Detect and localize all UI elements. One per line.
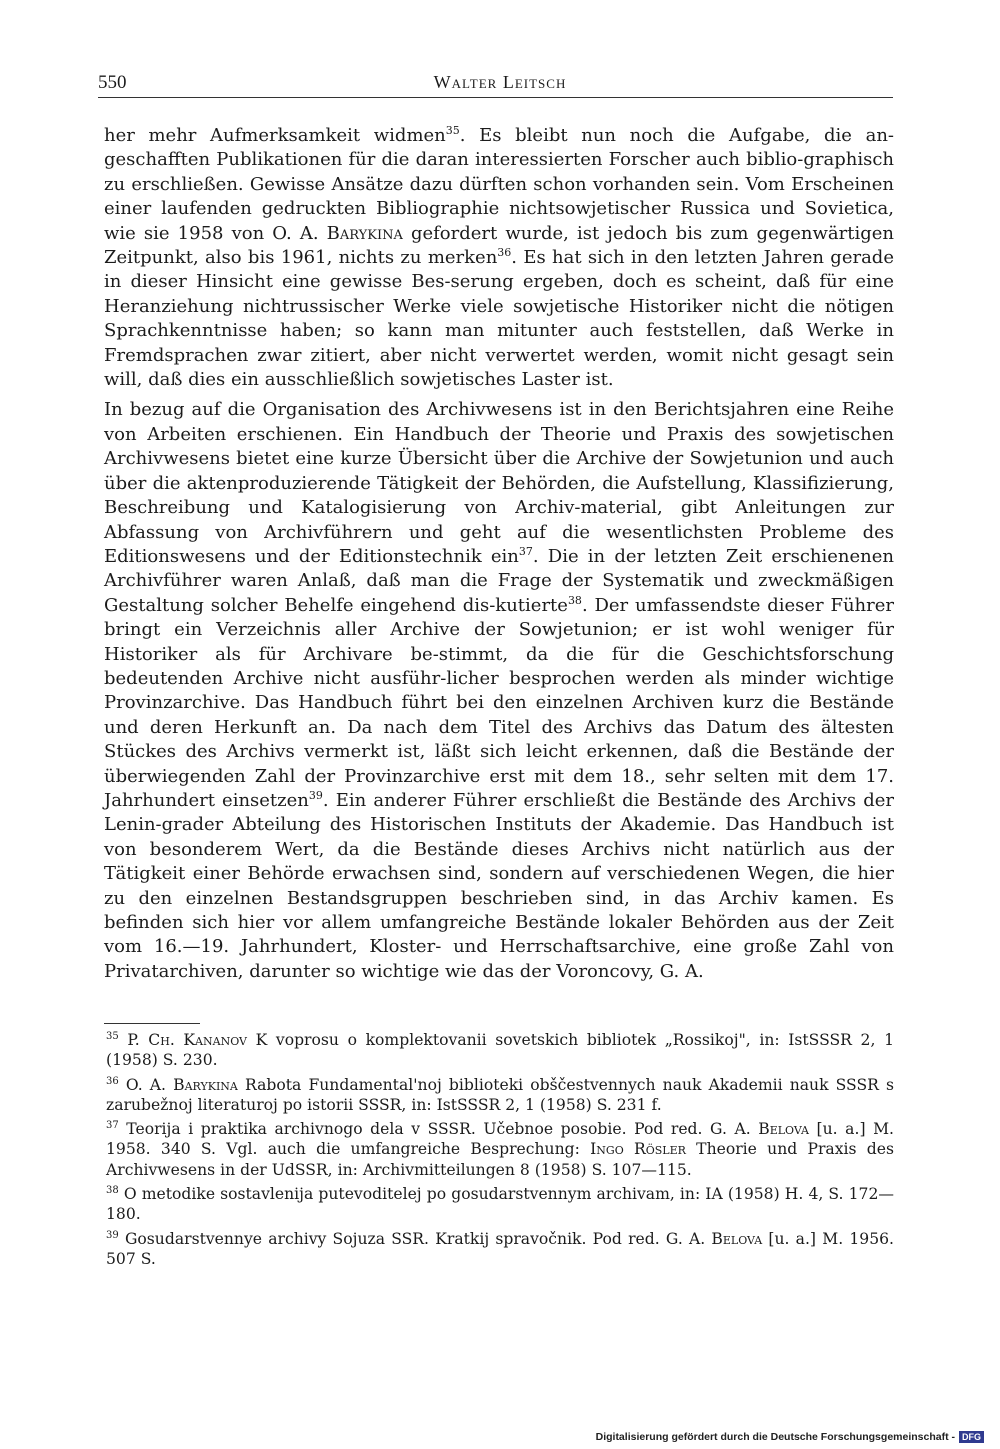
footnote-38 — [106, 1184, 894, 1225]
author-name: Barykina — [326, 222, 403, 244]
text-span: . Ein anderer Führer erschließt die Bestände des Archivs der Lenin-grader Abteilung des Historischen Instituts der Akademie. Das Handbuch ist von besonderem Wert, da die Bestände dieses Archivs nicht natürlich aus der Tätigkeit einer Behörde erwachsen sind, sondern auf verschiedenen Wegen, die hier zu den einzelnen Bestandsgruppen beschrieben sind, in das Archiv kamen. Es befinden sich hier vor allem umfangreiche Bestände lokaler Behörden aus der Zeit vom 16.—19. Jahrhundert, Kloster- und Herrschaftsarchive, eine große Zahl von Privatarchiven, darunter so wichtige wie das der Voroncovy, G. A. — [104, 789, 895, 982]
running-head: Walter Leitsch — [433, 72, 567, 92]
footnote-number: 36 — [106, 1075, 119, 1087]
footnote-35 — [106, 1030, 894, 1071]
text-span: In bezug auf die Organisation des Archivwesens ist in den Berichtsjahren eine Reihe von Arbeiten erschienen. Ein Handbuch der Theorie und Praxis des sowjetischen Archivwesens bietet eine kurze Übersicht über die Archive der Sowjetunion und auch über die aktenproduzierende Tätigkeit der Behörden, die Aufstellung, Klassifizierung, Beschreibung und Katalogisierung von Archiv-material, gibt Anleitungen zur Abfassung von Archivführern und geht auf die wesentlichsten Probleme des Editionswesens und der Editionstechnik ein — [104, 399, 894, 567]
paragraph-2 — [104, 398, 894, 984]
page-number: 550 — [98, 72, 127, 93]
footnote-text: K voprosu o komplektovanii sovetskich bibliotek „Rossikoj", in: IstSSSR 2, 1 (1958) S. 230. — [106, 1031, 894, 1070]
footnote-ref-37[interactable]: 37 — [518, 544, 533, 558]
author-name: Ingo Rösler — [590, 1140, 686, 1159]
footnote-rule — [104, 1023, 200, 1024]
digitization-credit — [596, 1431, 984, 1443]
footnote-37 — [106, 1119, 894, 1180]
footnote-number: 38 — [106, 1184, 119, 1196]
footnote-ref-38[interactable]: 38 — [567, 593, 582, 607]
author-name: Belova — [758, 1120, 809, 1139]
text-span: gefordert wurde, ist jedoch bis zum gegenwärtigen Zeitpunkt, also bis 1961, nichts zu merken — [104, 222, 894, 269]
footnote-ref-35[interactable]: 35 — [445, 124, 460, 137]
author-name: Belova — [711, 1229, 763, 1248]
header-rule — [98, 97, 893, 98]
footnotes — [106, 1030, 894, 1273]
footnote-text: Theorie und Praxis des Archivwesens in der UdSSR, in: Archivmitteilungen 8 (1958) S. 107—115. — [106, 1140, 894, 1179]
footnote-39 — [106, 1229, 894, 1270]
text-span: . Die in der letzten Zeit erschienenen Archivführer waren Anlaß, daß man die Frage der Systematik und zweckmäßigen Gestaltung solcher Behelfe eingehend dis-kutierte — [104, 545, 895, 616]
footnote-text: O metodike sostavlenija putevoditelej po gosudarstvennym archivam, in: IA (1958) H. 4, S. 172—180. — [106, 1185, 894, 1224]
footnote-text: O. A. — [125, 1075, 174, 1094]
author-name: P. Ch. Kananov — [127, 1031, 247, 1049]
credit-text: Digitalisierung gefördert durch die Deutsche Forschungsgemeinschaft - — [595, 1431, 955, 1443]
text-span: her mehr Aufmerksamkeit widmen — [104, 125, 446, 146]
text-span: . Der umfassendste dieser Führer bringt ein Verzeichnis aller Archive der Sowjetunion; er ist wohl weniger für Historiker als für Archivare be-stimmt, da die für die Geschichtsforschung bedeutenden Archive nicht ausführ-licher besprochen werden als minder wichtige Provinzarchive. Das Handbuch führt bei den einzelnen Archiven kurz die Bestände und deren Herkunft an. Da nach dem Titel des Archivs das Datum des ältesten Stückes des Archivs vermerkt ist, läßt sich leicht erkennen, daß die Bestände der überwiegenden Zahl der Provinzarchive erst mit dem 18., sehr selten mit dem 17. Jahrhundert einsetzen — [104, 594, 894, 811]
footnote-ref-39[interactable]: 39 — [308, 788, 323, 802]
footnote-text: Rabota Fundamental'noj biblioteki obščestvennych nauk Akademii nauk SSSR s zarubežnoj literaturoj po istorii SSSR, in: IstSSSR 2, 1 (1958) S. 231 f. — [106, 1075, 895, 1114]
footnote-ref-36[interactable]: 36 — [497, 246, 512, 260]
author-name: Barykina — [173, 1075, 238, 1094]
footnote-36 — [106, 1075, 894, 1116]
footnote-text: Gosudarstvennye archivy Sojuza SSR. Kratkij spravočnik. Pod red. G. A. — [124, 1229, 712, 1248]
footnote-text: [u. a.] M. 1956. 507 S. — [106, 1229, 894, 1268]
footnote-number: 37 — [106, 1120, 119, 1131]
body-text — [104, 124, 894, 990]
footnote-text: Teorija i praktika archivnogo dela v SSSR. Učebnoe posobie. Pod red. G. A. — [126, 1120, 759, 1139]
footnote-number: 39 — [106, 1229, 119, 1241]
footnote-text: [u. a.] M. 1958. 340 S. Vgl. auch die umfangreiche Besprechung: — [106, 1120, 894, 1159]
footnote-number: 35 — [106, 1030, 119, 1042]
paragraph-1 — [104, 124, 894, 392]
text-span: . Es hat sich in den letzten Jahren gerade in dieser Hinsicht eine gewisse Bes-serung ergeben, doch es scheint, daß für eine Heranziehung nichtrussischer Werke viele sowjetische Historiker nicht die nötigen Sprachkenntnisse haben; so kann man mitunter auch feststellen, daß Werke in Fremdsprachen zwar zitiert, aber nicht verwertet werden, womit nicht gesagt sein will, daß dies ein ausschließlich sowjetisches Laster ist. — [104, 247, 894, 391]
dfg-logo-icon: DFG — [959, 1431, 984, 1443]
text-span: . Es bleibt nun noch die Aufgabe, die an-geschafften Publikationen für die daran interessierten Forscher auch biblio-graphisch zu erschließen. Gewisse Ansätze dazu dürften schon vorhanden sein. Vom Erscheinen einer laufenden gedruckten Bibliographie nichtsowjetischer Russica und Sovietica, wie sie 1958 von O. A. — [104, 125, 894, 244]
